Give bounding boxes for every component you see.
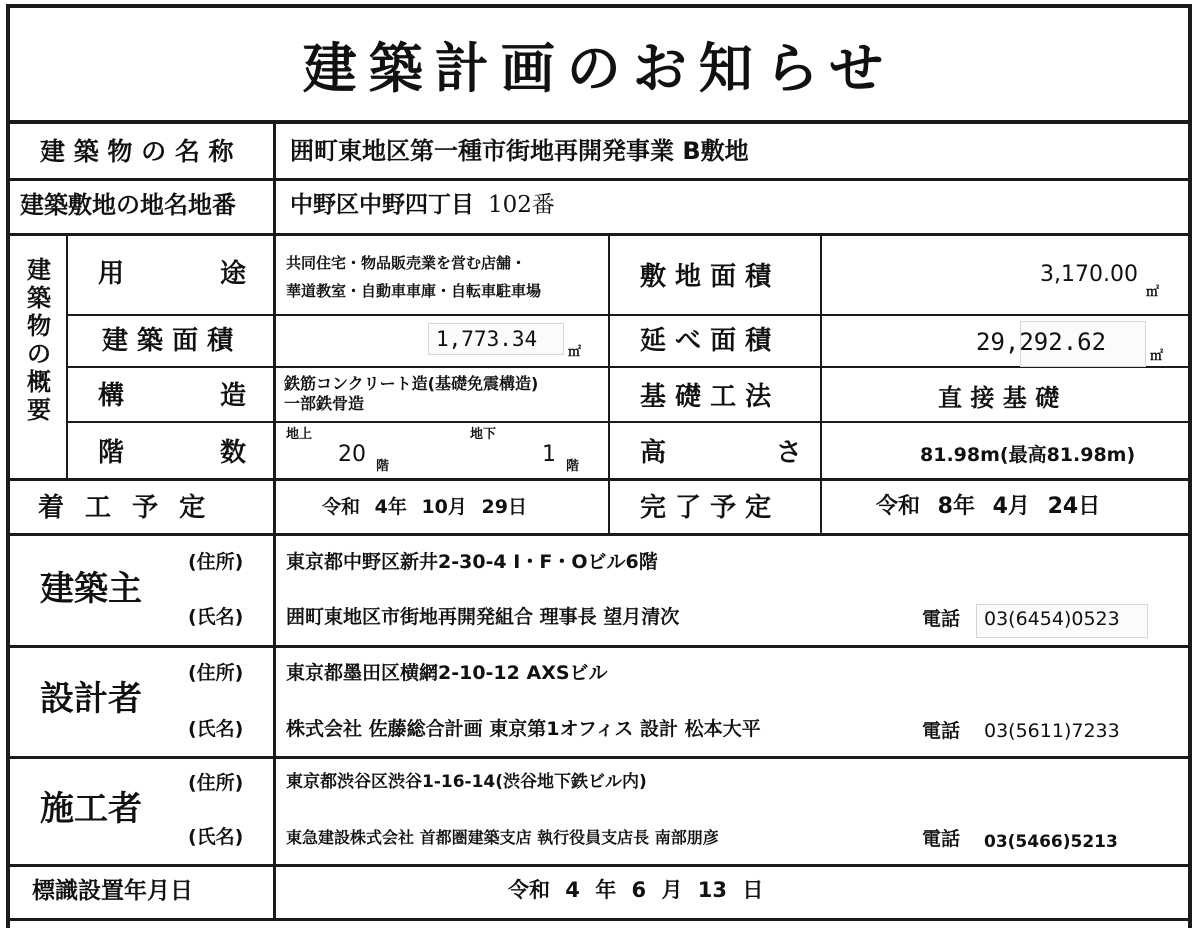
start-value: 令和 4年 10月 29日 xyxy=(322,496,527,518)
col-mid-divider xyxy=(608,236,610,533)
foundation-label: 基 礎 工 法 xyxy=(640,382,772,412)
floor-area-label: 延 べ 面 積 xyxy=(640,326,772,356)
col-mid2-divider xyxy=(820,236,822,533)
posted-label: 標識設置年月日 xyxy=(32,878,193,904)
building-area-unit: ㎡ xyxy=(568,345,582,360)
posted-value: 令和 4 年 6 月 13 日 xyxy=(508,878,764,902)
name-label: 建 築 物 の 名 称 xyxy=(40,137,234,166)
structure-line-2: 一部鉄骨造 xyxy=(284,394,365,413)
structure-label-right: 造 xyxy=(220,381,247,411)
height-value: 81.98m(最高81.98m) xyxy=(920,444,1136,466)
owner-addr: 東京都中野区新井2-30-4 I・F・Oビル6階 xyxy=(286,551,658,573)
floor-area-value: 29,292.62 xyxy=(976,328,1107,356)
address-label: 建築敷地の地名地番 xyxy=(20,191,236,219)
address-number: 102番 xyxy=(488,192,555,218)
site-area-label: 敷 地 面 積 xyxy=(640,262,772,292)
site-area-value: 3,170.00 xyxy=(1040,262,1138,287)
designer-addr-label: (住所) xyxy=(188,662,244,684)
page-title: 建築計画のお知らせ xyxy=(302,37,896,100)
owner-tel-label: 電話 xyxy=(922,608,961,630)
owner-label: 建築主 xyxy=(40,569,142,609)
structure-line-1: 鉄筋コンクリート造(基礎免震構造) xyxy=(284,374,539,393)
floors-above-value: 20 xyxy=(338,442,366,467)
contractor-name-label: (氏名) xyxy=(188,826,244,848)
owner-name: 囲町東地区市街地再開発組合 理事長 望月清次 xyxy=(286,606,680,628)
rule-title xyxy=(10,120,1188,124)
floors-below-unit: 階 xyxy=(566,459,580,474)
rule-floors xyxy=(10,478,1188,481)
use-label-right: 途 xyxy=(220,259,247,289)
foundation-value: 直 接 基 礎 xyxy=(938,384,1060,412)
rule-posted xyxy=(10,918,1188,921)
designer-tel: 03(5611)7233 xyxy=(984,720,1120,742)
floors-below-label: 地下 xyxy=(470,427,497,442)
floors-label-right: 数 xyxy=(220,438,247,468)
rule-owner xyxy=(10,645,1188,648)
owner-tel: 03(6454)0523 xyxy=(984,608,1120,630)
name-value: 囲町東地区第一種市街地再開発事業 B敷地 xyxy=(290,137,749,165)
rule-contractor xyxy=(10,864,1188,867)
owner-addr-label: (住所) xyxy=(188,551,244,573)
designer-name-label: (氏名) xyxy=(188,718,244,740)
rule-structure xyxy=(68,421,1188,423)
floor-area-unit: ㎡ xyxy=(1150,349,1164,364)
overview-group-label: 建 築 物 の 概 要 xyxy=(27,256,51,424)
height-label-left: 高 xyxy=(640,438,667,468)
end-value: 令和 8年 4月 24日 xyxy=(876,494,1101,519)
site-area-unit: ㎡ xyxy=(1146,285,1160,300)
floors-label-left: 階 xyxy=(98,438,125,468)
rule-name xyxy=(10,178,1188,181)
floors-above-label: 地上 xyxy=(286,427,313,442)
contractor-addr-label: (住所) xyxy=(188,772,244,794)
owner-name-label: (氏名) xyxy=(188,606,244,628)
designer-label: 設計者 xyxy=(40,679,142,719)
contractor-label: 施工者 xyxy=(40,789,142,829)
notice-board xyxy=(6,4,1192,928)
designer-tel-label: 電話 xyxy=(922,720,961,742)
structure-label-left: 構 xyxy=(98,381,125,411)
contractor-tel: 03(5466)5213 xyxy=(984,832,1118,852)
designer-name: 株式会社 佐藤総合計画 東京第1オフィス 設計 松本大平 xyxy=(286,718,761,740)
col-group-divider xyxy=(66,236,68,478)
rule-schedule xyxy=(10,533,1188,536)
contractor-addr: 東京都渋谷区渋谷1-16-14(渋谷地下鉄ビル内) xyxy=(286,772,647,792)
address-value: 中野区中野四丁目 xyxy=(290,192,474,218)
contractor-tel-label: 電話 xyxy=(922,828,961,850)
contractor-name: 東急建設株式会社 首都圏建築支店 執行役員支店長 南部朋彦 xyxy=(286,828,719,847)
end-label: 完 了 予 定 xyxy=(640,493,772,523)
designer-addr: 東京都墨田区横網2-10-12 AXSビル xyxy=(286,662,608,684)
start-label: 着 工 予 定 xyxy=(38,493,212,523)
use-line-1: 共同住宅・物品販売業を営む店舗・ xyxy=(286,254,527,272)
use-label-left: 用 xyxy=(98,259,125,289)
building-area-value: 1,773.34 xyxy=(436,327,538,351)
rule-use xyxy=(68,314,1188,316)
use-line-2: 華道教室・自動車車庫・自転車駐車場 xyxy=(286,282,542,300)
rule-address xyxy=(10,233,1188,236)
floors-below-value: 1 xyxy=(542,442,556,467)
col-label-divider xyxy=(273,124,276,918)
floors-above-unit: 階 xyxy=(376,459,390,474)
height-label-right: さ xyxy=(776,438,803,468)
building-area-label: 建 築 面 積 xyxy=(102,326,234,356)
rule-designer xyxy=(10,756,1188,759)
